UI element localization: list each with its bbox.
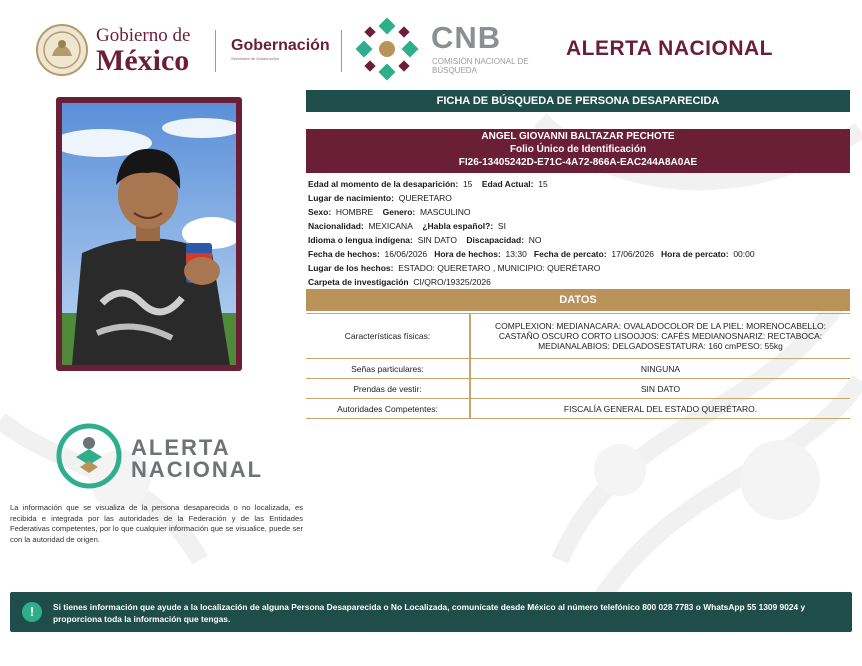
gob-line2: México bbox=[96, 44, 190, 77]
footer-text: Si tienes información que ayude a la localización de alguna Persona Desaparecida o No Localizada, comunícate desde México al número telefónico 800 028 7783 o WhatsApp 55 1309 9024 y proporciona toda la información que tengas. bbox=[53, 602, 806, 624]
person-identity-box bbox=[306, 129, 850, 173]
datos-label: Señas particulares: bbox=[306, 359, 470, 379]
genero-value: MASCULINO bbox=[419, 207, 471, 217]
datos-value: NINGUNA bbox=[470, 359, 850, 379]
header bbox=[0, 0, 862, 95]
alert-icon: ! bbox=[22, 602, 42, 622]
fecha-hechos-label: Fecha de hechos: bbox=[308, 249, 380, 259]
lugar-nacimiento-label: Lugar de nacimiento: bbox=[308, 193, 394, 203]
fecha-hechos-value: 16/06/2026 bbox=[384, 249, 428, 259]
datos-label: Características físicas: bbox=[306, 314, 470, 359]
missing-person-photo bbox=[56, 97, 242, 371]
alerta-logo-line1: ALERTA bbox=[131, 435, 231, 460]
hora-percato-value: 00:00 bbox=[733, 249, 755, 259]
person-photo-image bbox=[62, 103, 236, 365]
edad-desaparicion-label: Edad al momento de la desaparición: bbox=[308, 179, 459, 189]
alerta-nacional-title: ALERTA NACIONAL bbox=[566, 37, 773, 60]
gobierno-de-mexico-logo bbox=[96, 26, 190, 76]
alerta-logo-line2: NACIONAL bbox=[131, 457, 264, 482]
gob-line1: Gobierno de bbox=[96, 25, 191, 46]
lugar-hechos-value: ESTADO: QUERETARO , MUNICIPIO: QUERÉTARO bbox=[398, 263, 601, 273]
header-divider bbox=[341, 30, 342, 72]
datos-value: COMPLEXION: MEDIANACARA: OVALADOCOLOR DE LA PIEL: MORENOCABELLO: CASTAÑO OSCURO CORTO LISOOJOS: CAFÉS MEDIANOSNARIZ: RECTABOCA: MEDIANALABIOS: DELGADOSESTATURA: 160 cmPESO: 55kg bbox=[470, 314, 850, 359]
edad-actual-value: 15 bbox=[538, 179, 548, 189]
datos-title-bar: DATOS bbox=[306, 289, 850, 311]
table-row bbox=[306, 314, 850, 359]
lugar-nacimiento-value: QUERETARO bbox=[398, 193, 452, 203]
table-row bbox=[306, 399, 850, 419]
alerta-nacional-logo-icon bbox=[56, 423, 122, 489]
carpeta-label: Carpeta de investigación bbox=[308, 277, 409, 287]
person-name: ANGEL GIOVANNI BALTAZAR PECHOTE bbox=[481, 131, 675, 142]
lugar-hechos-label: Lugar de los hechos: bbox=[308, 263, 394, 273]
fecha-percato-label: Fecha de percato: bbox=[533, 249, 607, 259]
sexo-value: HOMBRE bbox=[335, 207, 374, 217]
carpeta-value: CI/QRO/19325/2026 bbox=[413, 277, 491, 287]
discapacidad-label: Discapacidad: bbox=[466, 235, 525, 245]
gobernacion-subtitle: Secretaría de Gobernación bbox=[231, 56, 280, 61]
gobernacion-logo: Gobernación bbox=[231, 37, 330, 54]
idioma-value: SIN DATO bbox=[417, 235, 457, 245]
folio-value: FI26-13405242D-E71C-4A72-866A-EAC244A8A0AE bbox=[458, 157, 698, 168]
hora-percato-label: Hora de percato: bbox=[661, 249, 729, 259]
footer-contact-bar bbox=[10, 592, 852, 632]
discapacidad-value: NO bbox=[528, 235, 542, 245]
nacionalidad-value: MEXICANA bbox=[368, 221, 413, 231]
disclaimer-text: La información que se visualiza de la persona desaparecida o no localizada, es recibida e integrada por las autoridades de la Federación y de las Entidades Federativas competentes, por lo que cualquier información que se visualice, puede ser con la autoridad de origen. bbox=[10, 503, 303, 544]
sexo-label: Sexo: bbox=[308, 207, 332, 217]
hora-hechos-label: Hora de hechos: bbox=[434, 249, 501, 259]
datos-label: Autoridades Competentes: bbox=[306, 399, 470, 419]
fecha-percato-value: 17/06/2026 bbox=[611, 249, 654, 259]
hora-hechos-value: 13:30 bbox=[505, 249, 527, 259]
mexico-seal-icon bbox=[36, 24, 88, 76]
cnb-subtitle: COMISIÓN NACIONAL DE BÚSQUEDA bbox=[432, 57, 529, 75]
ficha-title-bar: FICHA DE BÚSQUEDA DE PERSONA DESAPARECIDA bbox=[306, 90, 850, 112]
cnb-title: CNB bbox=[431, 20, 502, 55]
alerta-nacional-logo-text bbox=[131, 437, 263, 481]
cnb-logo-icon bbox=[354, 16, 420, 82]
idioma-label: Idioma o lengua indígena: bbox=[308, 235, 413, 245]
datos-value: FISCALÍA GENERAL DEL ESTADO QUERÉTARO. bbox=[470, 399, 850, 419]
table-row bbox=[306, 379, 850, 399]
edad-desaparicion-value: 15 bbox=[462, 179, 473, 189]
datos-table bbox=[306, 313, 850, 419]
table-row bbox=[306, 359, 850, 379]
folio-label: Folio Único de Identificación bbox=[509, 144, 647, 155]
datos-label: Prendas de vestir: bbox=[306, 379, 470, 399]
habla-espanol-label: ¿Habla español?: bbox=[422, 221, 494, 231]
datos-value: SIN DATO bbox=[470, 379, 850, 399]
habla-espanol-value: SI bbox=[497, 221, 506, 231]
header-divider bbox=[215, 30, 216, 72]
edad-actual-label: Edad Actual: bbox=[481, 179, 534, 189]
nacionalidad-label: Nacionalidad: bbox=[308, 221, 364, 231]
genero-label: Genero: bbox=[382, 207, 416, 217]
